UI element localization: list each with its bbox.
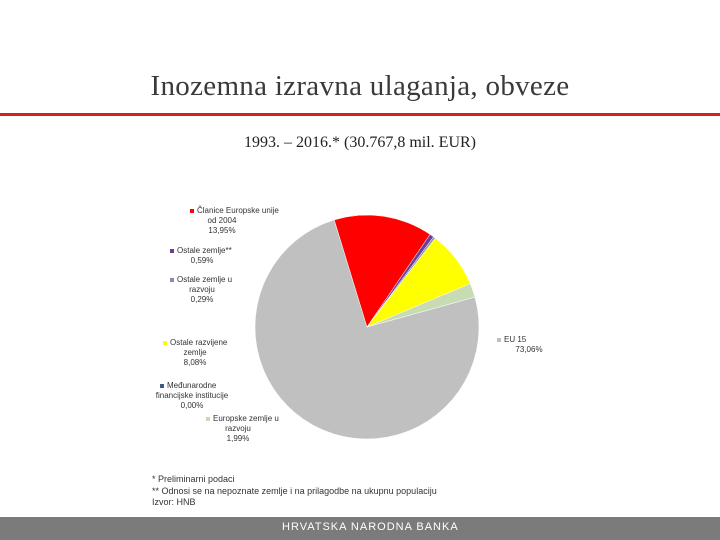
slice-label-2: Ostale zemlje** 0,59% (177, 246, 232, 265)
slide-title: Inozemna izravna ulaganja, obveze (150, 70, 570, 102)
slice-label-3: Ostale zemlje u razvoju 0,29% (177, 275, 233, 304)
footer-bar (0, 517, 720, 540)
legend-marker-6 (206, 417, 210, 421)
slice-label-5: Međunarodne financijske institucije 0,00% (155, 381, 229, 410)
slice-label-0: EU 15 73,06% (504, 335, 543, 354)
legend-marker-1 (190, 209, 194, 213)
legend-marker-2 (170, 249, 174, 253)
footnote-unknown-countries: ** Odnosi se na nepoznate zemlje i na prilagodbe na ukupnu populaciju (152, 485, 437, 496)
slice-label-6: Europske zemlje u razvoju 1,99% (213, 414, 279, 443)
legend-marker-5 (160, 384, 164, 388)
slice-label-4: Ostale razvijene zemlje 8,08% (170, 338, 228, 367)
footnotes (152, 474, 437, 509)
legend-marker-0 (497, 338, 501, 342)
slice-label-1: Članice Europske unije od 2004 13,95% (197, 206, 279, 235)
legend-marker-3 (170, 278, 174, 282)
source-note: Izvor: HNB (152, 497, 196, 507)
legend-marker-4 (163, 341, 167, 345)
footer-bank-name: HRVATSKA NARODNA BANKA (282, 521, 459, 533)
chart-subtitle: 1993. – 2016.* (30.767,8 mil. EUR) (244, 134, 476, 151)
footnote-preliminary: * Preliminarni podaci (152, 474, 235, 484)
